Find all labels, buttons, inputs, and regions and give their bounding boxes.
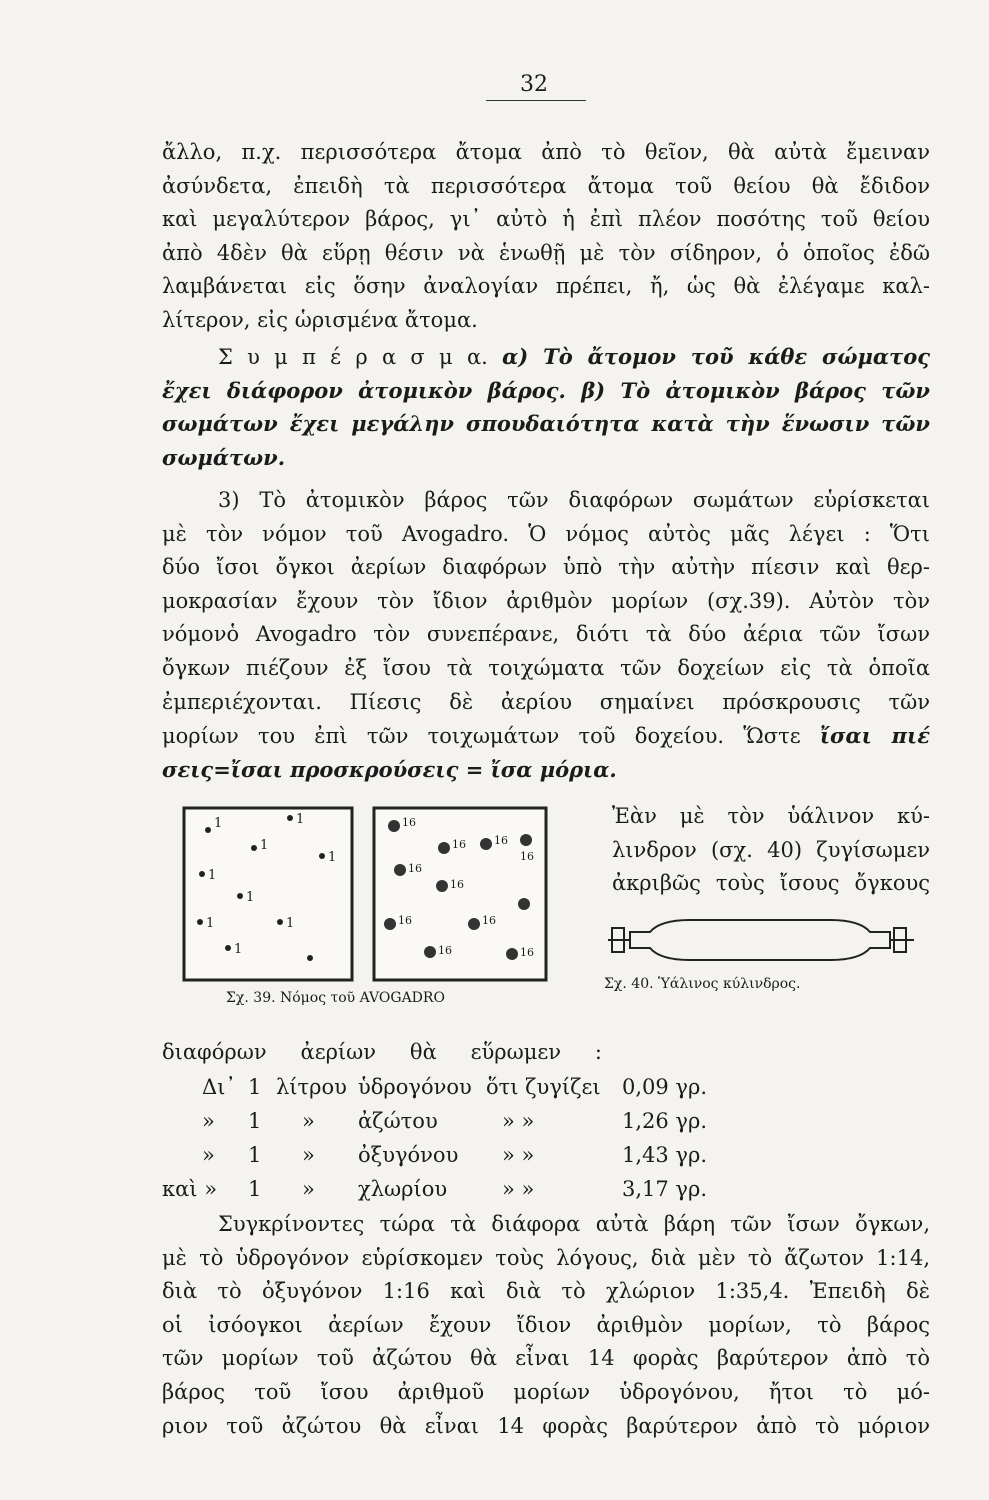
text-line: καὶ μεγαλύτερον βάρος, γι᾽ αὐτὸ ἡ ἐπὶ πλέον ποσότης τοῦ θείου [162, 207, 930, 232]
molecule-label: 16 [438, 944, 452, 957]
row-unit: » [302, 1177, 315, 1201]
row-prefix: Δι᾽ [202, 1075, 236, 1099]
molecule-dot-large [394, 864, 406, 876]
molecule-label: 1 [286, 916, 295, 931]
row-gas: ὀξυγόνου [358, 1143, 459, 1167]
text-line [162, 719, 930, 753]
molecule-label: 16 [408, 862, 422, 875]
row-amount: 1 [248, 1075, 262, 1099]
molecule-dot-large [424, 946, 436, 958]
cylinder-body [630, 920, 890, 960]
molecule-dot [197, 919, 203, 925]
molecule-label: 1 [296, 812, 305, 827]
molecule-dot [237, 893, 243, 899]
text-line: Συγκρίνοντες τώρα τὰ διάφορα αὐτὰ βάρη τῶν ἴσων ὄγκων, [218, 1212, 930, 1236]
avogadro-diagram [180, 804, 560, 989]
figure-40-caption: Σχ. 40. Ὑάλινος κύλινδρος. [604, 976, 801, 992]
molecule-label: 1 [206, 916, 215, 931]
text-line: ριον τοῦ ἀζώτου θὰ εἶναι 14 φορὰς βαρύτερον ἀπὸ τὸ μόριον [162, 1413, 930, 1438]
paragraph-1 [162, 136, 930, 338]
molecule-dot [287, 815, 293, 821]
page-number-rule [486, 100, 586, 101]
row-verb: » » [502, 1109, 535, 1133]
row-value: 3,17 γρ. [622, 1177, 708, 1201]
molecule-label: 16 [398, 914, 412, 927]
molecule-label: 1 [328, 850, 337, 865]
molecule-dot-large [436, 880, 448, 892]
molecule-dot-large [518, 898, 530, 910]
text-line: οἱ ἰσόογκοι ἀερίων ἔχουν ἴδιον ἀριθμὸν μορίων, τὸ βάρος [162, 1312, 930, 1337]
after-figure-line [162, 1036, 602, 1070]
molecule-label: 1 [246, 890, 255, 905]
table-row [162, 1106, 722, 1136]
molecule-dot [307, 955, 313, 961]
molecule-label: 16 [494, 834, 508, 847]
row-unit: λίτρου [276, 1075, 347, 1099]
text-line: τῶν μορίων τοῦ ἀζώτου θὰ εἶναι 14 φορὰς βαρύτερον ἀπὸ τὸ [162, 1346, 930, 1371]
row-value: 1,43 γρ. [622, 1143, 708, 1167]
text-line: βάρος τοῦ ἴσου ἀριθμοῦ μορίων ὑδρογόνου, ἤτοι τὸ μό- [162, 1379, 930, 1404]
molecule-label: 1 [208, 868, 217, 883]
conclusion-label: Σ υ μ π έ ρ α σ μ α. [218, 345, 488, 369]
text-line: μὲ τὸ ὑδρογόνον εὑρίσκομεν τοὺς λόγους, διὰ μὲν τὸ ἄζωτον 1:14, [162, 1245, 930, 1270]
molecule-dot-large [506, 948, 518, 960]
paragraph-3 [162, 484, 930, 786]
row-amount: 1 [248, 1143, 262, 1167]
conclusion [162, 340, 930, 474]
molecule-dot-large [468, 918, 480, 930]
text-line: διὰ τὸ ὀξυγόνον 1:16 καὶ διὰ τὸ χλώριον 1:35,4. Ἐπειδὴ δὲ [162, 1279, 930, 1304]
row-amount: 1 [248, 1109, 262, 1133]
molecule-label: 16 [450, 878, 464, 891]
right-column-text [612, 800, 930, 901]
table-row [162, 1140, 722, 1170]
molecule-label: 16 [402, 816, 416, 829]
table-row [162, 1174, 722, 1204]
molecule-dot [277, 919, 283, 925]
weights-table [162, 1072, 722, 1204]
text-line: 3) Τὸ ἀτομικὸν βάρος τῶν διαφόρων σωμάτων εὑρίσκεται [218, 488, 930, 512]
molecule-dot [199, 871, 205, 877]
molecule-dot-large [438, 842, 450, 854]
row-verb: » » [502, 1177, 535, 1201]
figure-40 [590, 910, 930, 990]
conclusion-a: α) Τὸ ἄτομον τοῦ κάθε σώματος [502, 344, 930, 369]
row-value: 1,26 γρ. [622, 1109, 708, 1133]
conclusion-line-2: ἔχει διάφορον ἀτομικὸν βάρος. β) Τὸ ἀτομικὸν βάρος τῶν [162, 377, 930, 403]
text-line: Ἐὰν μὲ τὸν ὑάλινον κύ- [612, 804, 930, 828]
molecule-label: 1 [234, 942, 243, 957]
text-line: ἀσύνδετα, ἐπειδὴ τὰ περισσότερα ἄτομα τοῦ θείου θὰ ἔδιδον [162, 173, 930, 198]
conclusion-line-1 [162, 340, 930, 374]
molecule-label: 16 [520, 946, 534, 959]
page-number: 32 [520, 72, 548, 97]
text-line: δύο ἴσοι ὄγκοι ἀερίων διαφόρων ὑπὸ τὴν αὐτὴν πίεσιν καὶ θερ- [162, 555, 930, 580]
molecule-label: 16 [482, 914, 496, 927]
table-row [162, 1072, 722, 1102]
text-line: λαμβάνεται εἰς ὅσην ἀναλογίαν πρέπει, ἤ, ὡς θὰ ἐλέγαμε καλ- [162, 274, 930, 299]
text-line: ὄγκων πιέζουν ἐξ ἴσου τὰ τοιχώματα τῶν δοχείων εἰς τὰ ὁποῖα [162, 655, 930, 680]
text-line: ἀπὸ 4δὲν θὰ εὕρῃ θέσιν νὰ ἑνωθῇ μὲ τὸν σίδηρον, ὁ ὁποῖος ἐδῶ [162, 240, 930, 265]
text-line: λίτερον, εἰς ὡρισμένα ἄτομα. [162, 307, 478, 332]
text-line: ἄλλο, π.χ. περισσότερα ἄτομα ἀπὸ τὸ θεῖον, θὰ αὐτὰ ἔμειναν [162, 140, 930, 164]
molecule-dot-large [520, 834, 532, 846]
container-left [184, 808, 352, 980]
molecule-label: 16 [452, 838, 466, 851]
text-line: μὲ τὸν νόμον τοῦ Avogadro. Ὁ νόμος αὐτὸς μᾶς λέγει : Ὅτι [162, 521, 930, 546]
text-line: μοκρασίαν ἔχουν τὸν ἴδιον ἀριθμὸν μορίων (σχ.39). Αὐτὸν τὸν [162, 588, 930, 613]
molecule-dot-large [388, 820, 400, 832]
text-line: ἐμπεριέχονται. Πίεσις δὲ ἀερίου σημαίνει πρόσκρουσις τῶν [162, 689, 930, 714]
text-line: ἀκριβῶς τοὺς ἴσους ὄγκους [612, 871, 930, 896]
row-gas: χλωρίου [358, 1177, 448, 1201]
conclusion-line-4: σωμάτων. [162, 444, 286, 470]
molecule-dot-large [480, 838, 492, 850]
figure-39 [180, 804, 560, 1006]
row-verb: » » [502, 1143, 535, 1167]
molecule-label: 1 [260, 838, 269, 853]
para3-tail-normal: μορίων του ἐπὶ τῶν τοιχωμάτων τοῦ δοχείου. Ὥστε [162, 724, 801, 749]
molecule-label: 1 [214, 816, 223, 831]
molecule-dot [205, 827, 211, 833]
figure-39-caption: Σχ. 39. Νόμος τοῦ AVOGADRO [226, 990, 445, 1006]
row-verb: ὅτι ζυγίζει [486, 1075, 601, 1099]
para3-tail-bold: ἴσαι πιέ [819, 723, 930, 749]
row-gas: ἀζώτου [358, 1109, 438, 1133]
conclusion-line-3: σωμάτων ἔχει μεγάλην σπουδαιότητα κατὰ τὴν ἕνωσιν τῶν [162, 411, 930, 437]
paragraph-final [162, 1208, 930, 1443]
molecule-label: 16 [520, 850, 534, 863]
molecule-dot [319, 853, 325, 859]
molecule-dot [251, 845, 257, 851]
text-line: σεις=ἴσαι προσκρούσεις = ἴσα μόρια. [162, 756, 617, 782]
text-line: διαφόρων ἀερίων θὰ εὕρωμεν : [162, 1040, 602, 1064]
row-prefix: » [202, 1143, 215, 1167]
row-prefix: » [202, 1109, 215, 1133]
text-line: νόμονὁ Avogadro τὸν συνεπέρανε, διότι τὰ δύο ἀέρια τῶν ἴσων [162, 622, 930, 647]
molecule-dot-large [384, 918, 396, 930]
row-amount: 1 [248, 1177, 262, 1201]
row-gas: ὑδρογόνου [358, 1075, 472, 1099]
row-unit: » [302, 1143, 315, 1167]
row-prefix: καὶ » [162, 1177, 218, 1201]
glass-cylinder-drawing [590, 910, 930, 970]
row-unit: » [302, 1109, 315, 1133]
row-value: 0,09 γρ. [622, 1075, 708, 1099]
text-line: λινδρον (σχ. 40) ζυγίσωμεν [612, 837, 930, 862]
molecule-dot [225, 945, 231, 951]
